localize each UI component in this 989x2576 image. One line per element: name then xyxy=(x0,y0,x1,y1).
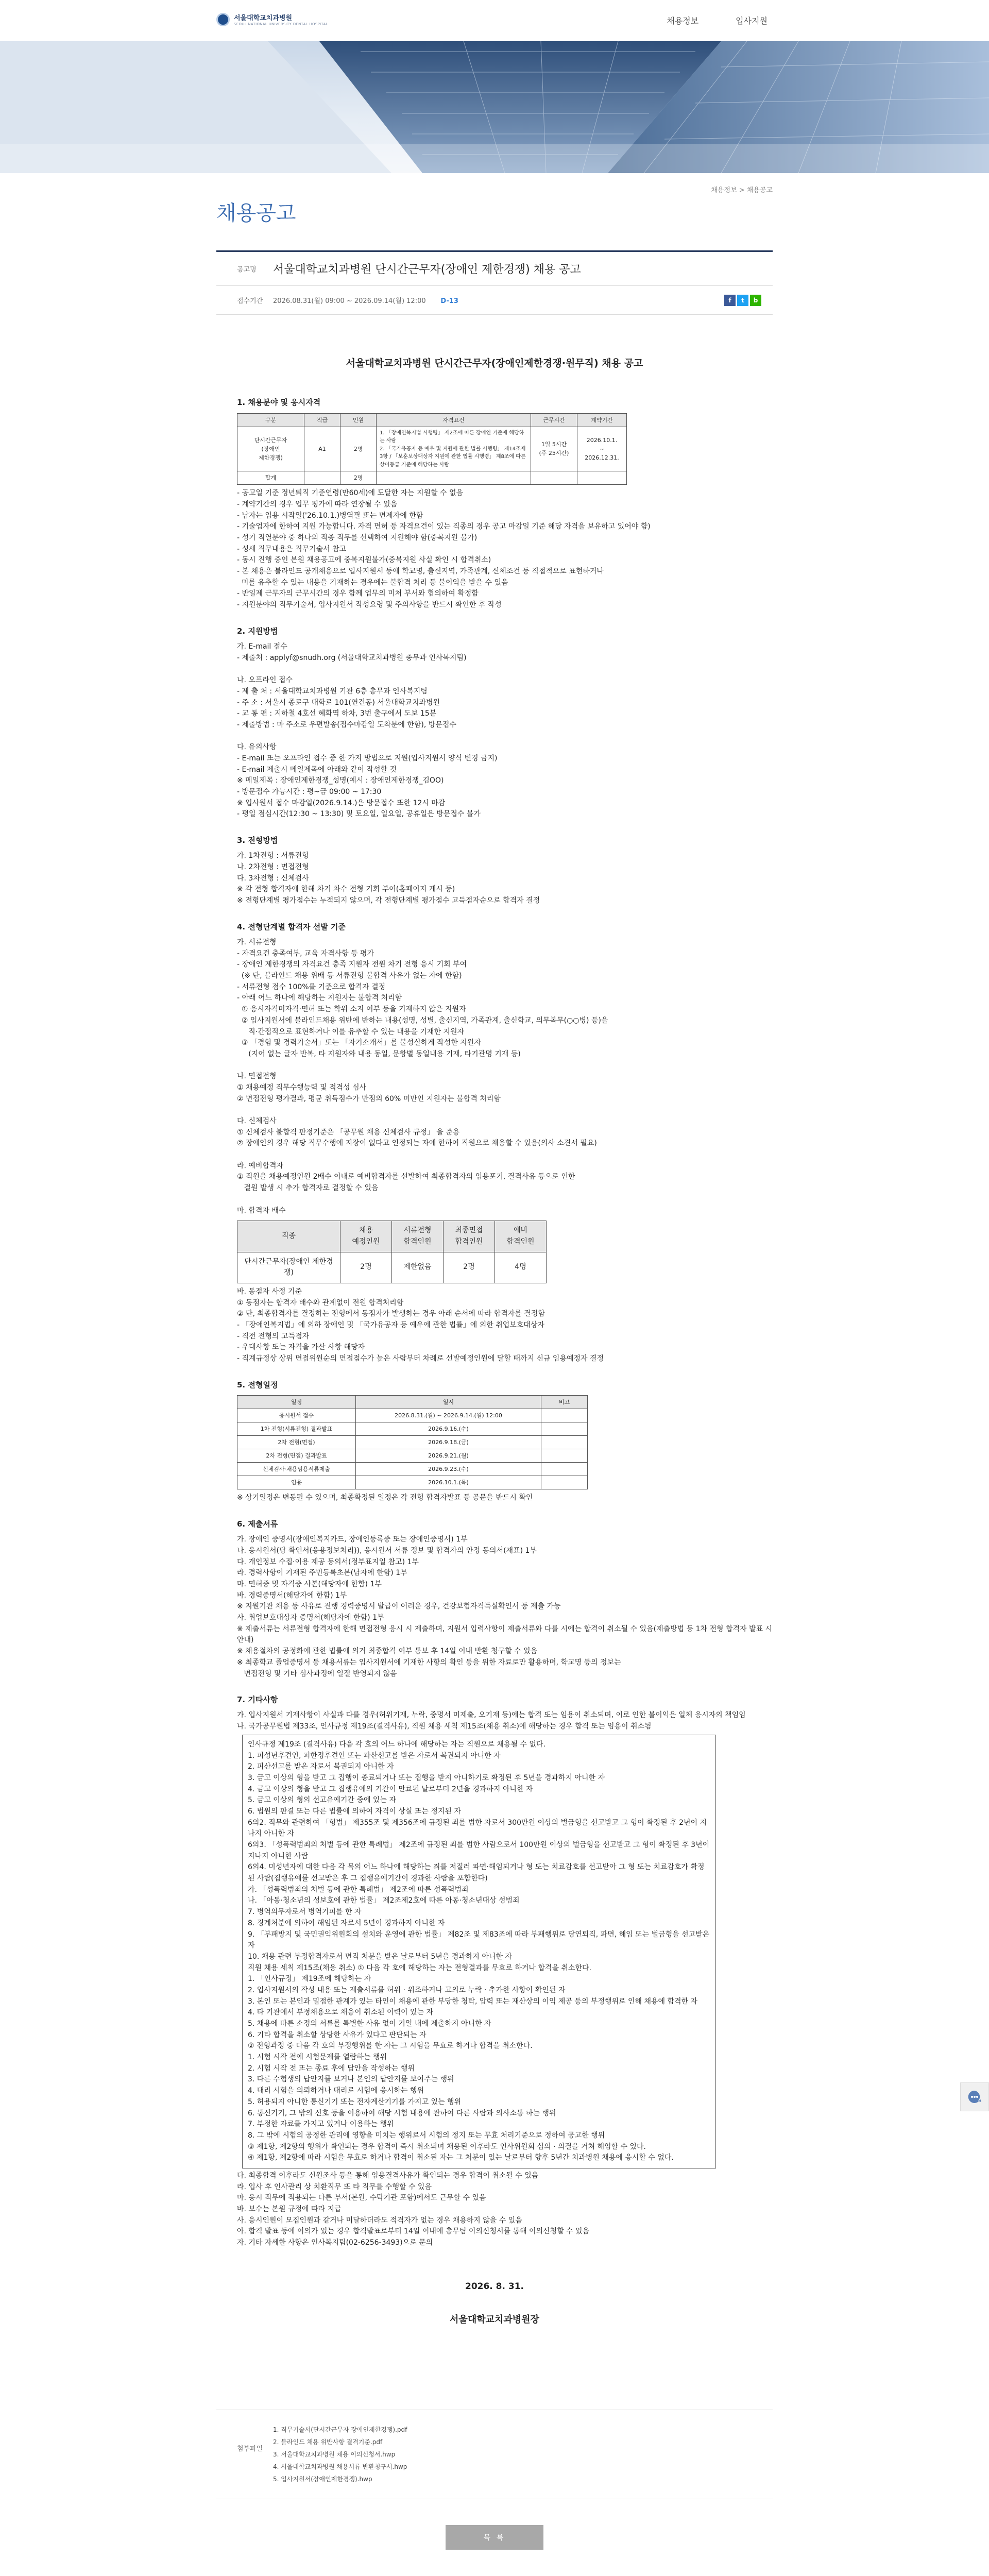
post-period-row xyxy=(216,286,773,315)
section-2-heading: 2. 지원방법 xyxy=(237,626,278,636)
text-line xyxy=(237,1105,773,1116)
text-line xyxy=(237,1194,773,1206)
text-line: ① 신체검사 불합격 판정기준은 「공무원 채용 신체검사 규정」 을 준용 xyxy=(237,1128,460,1137)
text-line: 미를 유추할 수 있는 내용을 기재하는 경우에는 불합격 처리 등 불이익을 받을 수 있음 xyxy=(237,578,508,587)
th-requirements: 자격요건 xyxy=(377,413,531,427)
th-type: 구분 xyxy=(237,413,304,427)
text-line: - 동시 진행 중인 본원 채용공고에 중복지원불가(중복지원 사실 확인 시 합격취소) xyxy=(237,556,491,565)
section-4-tiebreak xyxy=(237,1286,773,1365)
top-nav xyxy=(667,14,768,26)
post-title-row xyxy=(216,252,773,286)
text-line: - 성기 직열분야 중 하나의 직종 직무를 선택하여 지원해야 함(중복지원 불가) xyxy=(237,534,478,543)
text-line: 다. 개인정보 수집·이용 제공 동의서(정부표지일 참고) 1부 xyxy=(237,1557,419,1566)
text-line: (지어 없는 글자 반복, 타 지원자와 내용 동일, 문항별 동일내용 기재, 타기관명 기재 등) xyxy=(237,1049,521,1058)
text-line: - 제출처 : applyf@snudh.org (서울대학교치과병원 총무과 인사복지팀) xyxy=(237,653,467,662)
table-row: 1차 전형(서류전형) 결과발표 2026.9.16.(수) xyxy=(237,1422,588,1436)
page-title: 채용공고 xyxy=(216,201,296,225)
title-area xyxy=(216,173,773,250)
text-line: 면접전형 및 기타 심사과정에 일절 반영되지 않음 xyxy=(237,1669,397,1678)
text-line: ※ 최종학교 졸업증명서 등 채용서류는 입사지원서에 기재한 사항의 확인 등을 위한 자료로만 활용하며, 학교명 등의 정보는 xyxy=(237,1658,621,1667)
text-line: 나. 2차전형 : 면접전형 xyxy=(237,863,309,872)
nav-recruit-info[interactable]: 채용정보 xyxy=(667,16,699,26)
attachments-list xyxy=(273,2424,407,2485)
text-line: 결원 발생 시 추가 합격자로 결정할 수 있음 xyxy=(237,1184,379,1193)
text-line: - 본 채용은 블라인드 공개채용으로 입사지원서 등에 학교명, 출신지역, 가족관계, 신체조건 등 직접적으로 표현하거나 xyxy=(237,567,604,576)
text-line: 7. 부정한 자료를 가지고 있거나 이용하는 행위 xyxy=(248,2120,394,2129)
share-buttons xyxy=(724,295,761,306)
section-2-body xyxy=(237,641,773,820)
text-line: 다. 최종합격 이후라도 신원조사 등을 통해 임용결격사유가 확인되는 경우 합격이 취소될 수 있음 xyxy=(237,2171,539,2180)
text-line: 나. 응시원서(당 확인서(응용정보처리)), 응시원서 서류 정보 및 합격자의 안정 동의서(재표) 1부 xyxy=(237,1546,537,1555)
text-line: 2. 입사지원서의 작성 내용 또는 제출서류를 허위 · 위조하거나 고의로 누락 · 추가한 사항이 확인된 자 xyxy=(248,1986,566,1994)
th-count: 인원 xyxy=(340,413,377,427)
section-4-body xyxy=(237,937,773,1216)
table-total-row: 합계 2명 xyxy=(237,471,627,485)
text-line: 5. 허용되지 아니한 통신기기 또는 전자계산기기를 가지고 있는 행위 xyxy=(248,2097,462,2106)
attachment-file-link[interactable]: 1. 직무기술서(단시간근무자 장애인제한경쟁).pdf xyxy=(273,2426,407,2434)
facebook-share-icon[interactable]: f xyxy=(724,295,736,306)
text-line: ※ 채용절차의 공정화에 관한 법률에 의거 최종합격 여부 통보 후 14일 이내 반환 청구할 수 있음 xyxy=(237,1647,538,1656)
text-line: (※ 단, 블라인드 채용 위배 등 서류전형 불합격 사유가 없는 자에 한함) xyxy=(237,972,462,980)
period-key: 접수기간 xyxy=(237,297,263,305)
text-line: - 기술업자에 한하여 지원 가능합니다. 자격 면허 등 자격요건이 있는 직종의 경우 공고 마감일 기준 해당 자격을 보유하고 있어야 함) xyxy=(237,522,651,531)
text-line: ※ 입사원서 접수 마감일(2026.9.14.)은 방문접수 또한 12시 마감 xyxy=(237,799,446,807)
text-line: - 제출방법 : 마 주소로 우편발송(접수마감일 도착분에 한함), 방문접수 xyxy=(237,720,456,729)
text-line: ② 단, 최종합격자를 결정하는 전형에서 동점자가 발생하는 경우 아래 순서에 따라 합격자를 결정함 xyxy=(237,1310,545,1318)
text-line: 2. 시험 시작 전 또는 종료 후에 답안을 작성하는 행위 xyxy=(248,2064,415,2073)
text-line: ② 전형과정 중 다음 각 호의 부정행위를 한 자는 그 시험을 무효로 하거나 합격을 취소한다. xyxy=(248,2042,533,2050)
section-7-body xyxy=(237,1710,773,1732)
text-line: 마. 응시 직무에 적용되는 다른 부서(본원, 수탁기관 포함)에서도 근무할 수 있음 xyxy=(237,2194,486,2202)
text-line: 다. 신체검사 xyxy=(237,1117,277,1126)
text-line: 직원 채용 세칙 제15조(채용 취소) ① 다음 각 호에 해당하는 자는 전형결과를 무효로 하거나 합격을 취소한다. xyxy=(248,1963,591,1972)
text-line: 가. 「성폭력범죄의 처벌 등에 관한 특례법」 제2조에 따른 성폭력범죄 xyxy=(248,1885,469,1894)
text-line: 마. 합격자 배수 xyxy=(237,1206,286,1215)
text-line: ※ 각 전형 합격자에 한해 차기 차수 전형 기회 부여(홈페이지 게시 등) xyxy=(237,885,455,894)
text-line: 6. 법원의 판결 또는 다른 법률에 의하여 자격이 상실 또는 정지된 자 xyxy=(248,1807,461,1816)
text-line: - 직전 전형의 고득점자 xyxy=(237,1332,310,1341)
text-line xyxy=(237,664,773,675)
period-dates: 2026.08.31(월) 09:00 ~ 2026.09.14(월) 12:00 xyxy=(273,297,426,305)
text-line: - 서류전형 점수 100%를 기준으로 합격자 결정 xyxy=(237,982,386,991)
text-line: 라. 경력사항이 기재된 주민등록초본(남자에 한함) 1부 xyxy=(237,1569,407,1578)
text-line: - 장애인 제한경쟁의 자격요건 충족 지원자 전원 차기 전형 응시 기회 부여 xyxy=(237,960,467,969)
attachment-file-link[interactable]: 5. 입사지원서(장애인제한경쟁).hwp xyxy=(273,2476,372,2483)
announcement-org: 서울대학교치과병원장 xyxy=(450,2314,539,2326)
board-view xyxy=(216,250,773,2550)
twitter-share-icon[interactable]: t xyxy=(737,295,748,306)
attachments-key: 첨부파일 xyxy=(237,2445,263,2453)
table-row: 신체검사·채용임용서류제출 2026.9.23.(수) xyxy=(237,1463,588,1476)
table-row: 응시원서 접수 2026.8.31.(월) ~ 2026.9.14.(월) 12:00 xyxy=(237,1409,588,1422)
doc-title: 서울대학교치과병원 단시간근무자(장애인제한경쟁·원무직) 채용 공고 xyxy=(346,358,643,369)
text-line xyxy=(237,1060,773,1072)
hero-banner xyxy=(0,41,989,173)
text-line: - 주 소 : 서울시 종로구 대학로 101(연건동) 서울대학교치과병원 xyxy=(237,698,440,707)
text-line: 인사규정 제19조 (결격사유) 다음 각 호의 어느 하나에 해당하는 자는 직원으로 채용될 수 없다. xyxy=(248,1740,545,1749)
hospital-logo[interactable] xyxy=(216,12,328,26)
text-line: 8. 징계처분에 의하여 해임된 자로서 5년이 경과하지 아니한 자 xyxy=(248,1919,445,1927)
logo-name: 서울대학교치과병원 xyxy=(234,14,293,22)
text-line: ※ 제출서류는 서류전형 합격자에 한해 면접전형 응시 시 제출하며, 지원서 입력사항이 제출서류와 다를 시에는 합격이 취소될 수 있음(제출방법 등 1차 전형 합격자 발표 시 안내) xyxy=(237,1624,775,1645)
text-line: - E-mail 또는 오프라인 접수 중 한 가지 방법으로 지원(입사지원서 양식 변경 금지) xyxy=(237,754,498,762)
text-line: 10. 채용 관련 부정합격자로서 면직 처분을 받은 날로부터 5년을 경과하지 아니한 자 xyxy=(248,1952,512,1961)
section-7-additional xyxy=(237,2171,773,2249)
text-line: 1. 시험 시작 전에 시험문제를 열람하는 행위 xyxy=(248,2053,387,2062)
text-line: 라. 예비합격자 xyxy=(237,1161,284,1170)
section-6-heading: 6. 제출서류 xyxy=(237,1519,278,1529)
table-row: 2차 전형(면접) 결과발표 2026.9.21.(월) xyxy=(237,1449,588,1463)
section-3-body xyxy=(237,851,773,906)
text-line: 5. 금고 이상의 형의 선고유예기간 중에 있는 자 xyxy=(248,1796,396,1805)
section-5-heading: 5. 전형일정 xyxy=(237,1380,278,1389)
text-line xyxy=(237,1149,773,1161)
text-line: 직·간접적으로 표현하거나 이를 유추할 수 있는 내용을 기재한 지원자 xyxy=(237,1027,464,1036)
text-line: 6. 통신기기, 그 밖의 신호 등을 이용하여 해당 시험 내용에 관하여 다른 사람과 의사소통 하는 행위 xyxy=(248,2109,556,2117)
text-line: 나. 국가공무원법 제33조, 인사규정 제19조(결격사유), 직원 채용 세칙 제15조(채용 취소)에 해당하는 경우 합격 또는 임용이 취소됨 xyxy=(237,1722,652,1731)
text-line: 가. 입사지원서 기재사항이 사실과 다를 경우(허위기재, 누락, 중명서 미제출, 오기재 등)에는 합격 또는 임용이 취소되며, 이로 인한 불이익은 일체 응시자의 책임임 xyxy=(237,1711,746,1720)
text-line: 바. 보수는 본원 규정에 따라 지급 xyxy=(237,2205,342,2214)
text-line: 6의4. 미성년자에 대한 다음 각 목의 어느 하나에 해당하는 죄를 저질러 파면·해임되거나 형 또는 치료감호를 선고받아 그 형 또는 치료감호가 확정된 사람(집행유예를 선고받은 후 그 집행유예기간이 경과한 사람을 포함한다) xyxy=(248,1863,705,1883)
text-line: 8. 그 밖에 시험의 공정한 관리에 영향을 미치는 행위로서 시험의 정지 또는 무효 처리기준으로 정하여 공고한 행위 xyxy=(248,2131,605,2140)
text-line: ※ 전형단계별 평가점수는 누적되지 않으며, 각 전형단계별 평가점수 고득점자순으로 합격자 결정 xyxy=(237,896,540,905)
text-line: ① 채용예정 직무수행능력 및 적격성 심사 xyxy=(237,1083,367,1092)
text-line: 5. 채용에 따른 소정의 서류를 특별한 사유 없이 기일 내에 제출하지 아니한 자 xyxy=(248,2020,491,2028)
site-header xyxy=(0,0,989,41)
building-illustration xyxy=(0,41,989,173)
text-line: - 지원분야의 직무기술서, 입사지원서 작성요령 및 주의사항을 반드시 확인한 후 작성 xyxy=(237,601,502,609)
blog-share-icon[interactable]: b xyxy=(750,295,761,306)
text-line: - 교 통 편 : 지하철 4호선 혜화역 하차, 3번 출구에서 도보 15분 xyxy=(237,709,437,718)
text-line: 가. 서류전형 xyxy=(237,938,277,947)
text-line: 가. 장애인 증명서(장애인복지카드, 장애인등록증 또는 장애인증명서) 1부 xyxy=(237,1535,468,1544)
text-line: 나. 오프라인 접수 xyxy=(237,676,293,685)
text-line: 3. 본인 또는 본인과 밀접한 관계가 있는 타인이 채용에 관한 부당한 청탁, 압력 또는 재산상의 이익 제공 등의 부정행위로 인해 채용에 합격한 자 xyxy=(248,1997,698,2006)
text-line: 아. 합격 발표 등에 이의가 있는 경우 합격발표로부터 14일 이내에 총무팀 이의신청서를 통해 이의신청할 수 있음 xyxy=(237,2227,590,2236)
table-row: 단시간근무자(장애인 제한경쟁) 2명 제한없음 2명 4명 xyxy=(237,1252,547,1283)
text-line xyxy=(237,731,773,742)
text-line: 바. 동점자 사정 기준 xyxy=(237,1287,302,1296)
attachment-file-link[interactable]: 4. 서울대학교치과병원 채용서류 반환청구서.hwp xyxy=(273,2463,407,2471)
schedule-note: ※ 상기일정은 변동될 수 있으며, 최종확정된 일정은 각 전형 합격자발표 등 공문을 반드시 확인 xyxy=(237,1494,533,1502)
text-line: 바. 경력증명서(해당자에 한함) 1부 xyxy=(237,1591,347,1600)
text-line: 4. 금고 이상의 형을 받고 그 집행유예의 기간이 만료된 날로부터 2년을 경과하지 아니한 자 xyxy=(248,1785,533,1793)
text-line: 마. 면허증 및 자격증 사본(해당자에 한함) 1부 xyxy=(237,1580,382,1589)
section-3-heading: 3. 전형방법 xyxy=(237,836,278,845)
quota-table: 직종 채용 예정인원 서류전형 합격인원 최종면접 합격인원 예비 합격인원 단시간근무자(장애인 제한경쟁) 2명 제한없음 2명 4명 xyxy=(237,1221,547,1283)
text-line: - 계약기간의 경우 업무 평가에 따라 연장될 수 있음 xyxy=(237,500,398,509)
text-line: - 공고일 기준 정년퇴직 기준연령(만60세)에 도달한 자는 지원할 수 없음 xyxy=(237,489,463,498)
text-line: 1. 「인사규정」 제19조에 해당하는 자 xyxy=(248,1975,371,1984)
section-6-body xyxy=(237,1534,773,1680)
text-line: 나. 「아동·청소년의 성보호에 관한 법률」 제2조제2호에 따른 아동·청소년대상 성범죄 xyxy=(248,1896,520,1905)
nav-apply[interactable]: 입사지원 xyxy=(736,16,768,26)
th-hours: 근무시간 xyxy=(531,413,577,427)
text-line: ③ 「경험 및 경력기술서」또는 「자기소개서」를 불성실하게 작성한 지원자 xyxy=(237,1039,481,1047)
breadcrumb: 채용정보 > 채용공고 xyxy=(711,187,773,194)
text-line: 나. 면접전형 xyxy=(237,1072,277,1081)
text-line: - 남자는 입용 시작일('26.10.1.)병역필 또는 면제자에 한함 xyxy=(237,511,423,520)
text-line: ※ 지원기관 채용 등 사유로 진행 경력증명서 발급이 어려운 경우, 건강보험자격득실확인서 등 제출 가능 xyxy=(237,1602,561,1611)
text-line: ① 직원을 채용예정인원 2배수 이내로 예비합격자를 선발하여 최종합격자의 임용포기, 결격사유 등으로 인한 xyxy=(237,1173,575,1181)
text-line: - 제 출 처 : 서울대학교치과병원 기관 6층 총무과 인사복지팀 xyxy=(237,687,428,696)
post-title: 서울대학교치과병원 단시간근무자(장애인 제한경쟁) 채용 공고 xyxy=(273,263,581,276)
text-line: - 평일 점심시간(12:30 ~ 13:30) 및 토요일, 일요일, 공휴일은 방문접수 불가 xyxy=(237,810,481,819)
text-line: 6의3. 「성폭력범죄의 처벌 등에 관한 특례법」 제2조에 규정된 죄를 범한 사람으로서 100만원 이상의 벌금형을 선고받고 그 형이 확정된 후 3년이 지나지 아니한 사람 xyxy=(248,1841,712,1860)
text-line: 4. 대리 시험을 의뢰하거나 대리로 시험에 응시하는 행위 xyxy=(248,2087,424,2095)
text-line: 가. E-mail 접수 xyxy=(237,642,287,651)
table-row: 2차 전형(면접) 2026.9.18.(금) xyxy=(237,1436,588,1449)
section-7-heading: 7. 기타사항 xyxy=(237,1695,278,1705)
text-line: - 자격요건 충족여부, 교육 자격사항 등 평가 xyxy=(237,949,374,958)
text-line: 가. 1차전형 : 서류전형 xyxy=(237,852,309,860)
th-contract: 계약기간 xyxy=(577,413,627,427)
text-line: 다. 유의사항 xyxy=(237,743,277,752)
schedule-table: 일정 일시 비고 응시원서 접수 2026.8.31.(월) ~ 2026.9.14.(월) 12:00 1차 전형(서류전형) 결과발표 2026.9.16.(수) 2차 전형(면접) 2026.9.18.(금) 2차 전형(면접) 결과발표 2026.9.21.(월) 신체검사·채용임용서류제출 2026.9.23.(수) 임용 2026.10.1.(목) xyxy=(237,1395,588,1489)
logo-subtitle: SEOUL NATIONAL UNIVERSITY DENTAL HOSPITAL xyxy=(234,22,328,26)
text-line: ① 동점자는 합격자 배수와 관계없이 전원 합격처리함 xyxy=(237,1298,404,1307)
attachments-row xyxy=(216,2410,773,2499)
logo-emblem-icon xyxy=(216,13,230,26)
text-line: 4. 타 기관에서 부정채용으로 채용이 취소된 이력이 있는 자 xyxy=(248,2008,434,2017)
text-line: ※ 메일제목 : 장애인제한경쟁_성명(예시 : 장애인제한경쟁_김OO) xyxy=(237,776,444,785)
text-line: 자. 기타 자세한 사항은 인사복지팀(02-6256-3493)으로 문의 xyxy=(237,2239,433,2247)
text-line: 3. 다른 수험생의 답안지를 보거나 본인의 답안지를 보여주는 행위 xyxy=(248,2075,454,2084)
list-button[interactable]: 목 록 xyxy=(446,2525,543,2550)
text-line: ④ 제1항, 제2항에 따라 시험을 무효로 하거나 합격이 취소된 자는 그 처분이 있는 날로부터 향후 5년간 치과병원 채용에 응시할 수 없다. xyxy=(248,2154,674,2162)
text-line: 7. 병역의무자로서 병역기피를 한 자 xyxy=(248,1908,362,1917)
positions-table xyxy=(237,413,627,485)
section-1-heading: 1. 채용분야 및 응시자격 xyxy=(237,398,321,408)
text-line: - 「장애인복지법」에 의하 장애인 및 「국가유공자 등 예우에 관한 법률」에 의한 취업보호대상자 xyxy=(237,1321,544,1330)
text-line: - 반일제 근무자의 근무시간의 경우 함께 업무의 미처 부서와 협의하여 확정함 xyxy=(237,589,479,598)
text-line: - 방문접수 가능시간 : 평~금 09:00 ~ 17:30 xyxy=(237,788,382,796)
text-line: - 아래 어느 하나에 해당하는 지원자는 불합격 처리함 xyxy=(237,994,402,1003)
text-line: ① 응시자격미자격·면허 또는 학위 소지 여부 등을 기재하지 않은 지원자 xyxy=(237,1005,466,1014)
text-line: - 성세 직무내용은 직무기술서 참고 xyxy=(237,545,347,553)
table-row: 단시간근무자 (장애인 제한경쟁) A1 2명 1. 「장애인복지법 시행령」 제2조에 따른 장애인 기준에 해당하는 사람 2. 「국가유공자 등 예우 및 지원에 관한 법률 시행령」 제14조제3항 / 「보훈보상대상자 지원에 관한 법률 시행령」 제8조에 따른 상이등급 기준에 해당하는 사람 1일 5시간 (주 25시간) 2026.10.1. ~ 2026.12.31. xyxy=(237,427,627,471)
text-line: 6. 기타 합격을 취소할 상당한 사유가 있다고 판단되는 자 xyxy=(248,2030,427,2039)
text-line: 3. 금고 이상의 형을 받고 그 집행이 종료되거나 또는 집행을 받지 아니하기로 확정된 후 5년을 경과하지 아니한 자 xyxy=(248,1773,605,1782)
text-line: 사. 응시인원이 모집인원과 같거나 미달하더라도 적격자가 없는 경우 채용하지 않을 수 있음 xyxy=(237,2216,522,2225)
post-title-key: 공고명 xyxy=(237,266,257,274)
post-content xyxy=(216,315,773,2327)
text-line: ② 장애인의 경우 해당 직무수행에 지장이 없다고 인정되는 자에 한하여 직원으로 채용할 수 있음(의사 소견서 필요) xyxy=(237,1139,597,1148)
attachment-file-link[interactable]: 2. 블라인드 채용 위반사항 결격기준.pdf xyxy=(273,2438,383,2446)
text-line: ③ 제1항, 제2항의 행위가 확인되는 경우 합격이 즉시 취소되며 채용된 이후라도 인사위원회 심의 · 의결을 거쳐 해임할 수 있다. xyxy=(248,2142,646,2151)
text-line: - E-mail 제출시 메일제목에 아래와 같이 작성할 것 xyxy=(237,765,397,774)
table-row: 임용 2026.10.1.(목) xyxy=(237,1476,588,1489)
text-line: 2. 피산선고를 받은 자로서 복권되지 아니한 자 xyxy=(248,1762,394,1771)
text-line: ② 면접전형 평가결과, 평균 취득점수가 만점의 60% 미만인 지원자는 불합격 처리함 xyxy=(237,1094,501,1103)
text-line: - 우대사항 또는 자격을 가산 사항 해당자 xyxy=(237,1343,365,1352)
text-line: 라. 입사 후 인사관리 상 치환직무 또 타 직무를 수행할 수 있음 xyxy=(237,2182,432,2191)
disqualification-box xyxy=(242,1735,716,2168)
dday-badge: D-13 xyxy=(440,297,458,305)
announcement-date: 2026. 8. 31. xyxy=(465,2281,524,2292)
text-line: 9. 「부패방지 및 국민권익위원회의 설치와 운영에 관한 법률」 제82조 및 제83조에 따라 부패행위로 당연퇴직, 파면, 해임 또는 벌금형을 선고받은 자 xyxy=(248,1930,712,1950)
text-line: 6의2. 직무와 관련하여 「형법」 제355조 및 제356조에 규정된 죄를 범한 자로서 300만원 이상의 벌금형을 선고받고 그 형이 확정된 후 2년이 지나지 아니한 자 xyxy=(248,1818,707,1838)
section-4-heading: 4. 전형단계별 합격자 선발 기준 xyxy=(237,922,346,931)
chat-widget-icon[interactable] xyxy=(960,2082,989,2111)
attachment-file-link[interactable]: 3. 서울대학교치과병원 채용 이의신청서.hwp xyxy=(273,2451,396,2459)
text-line: 1. 피성년후견인, 피한정후견인 또는 파산선고를 받은 자로서 복권되지 아니한 자 xyxy=(248,1751,501,1760)
th-grade: 직급 xyxy=(304,413,340,427)
text-line: 다. 3차전형 : 신체검사 xyxy=(237,874,309,883)
section-1-notes xyxy=(237,488,773,611)
text-line: - 직계규정상 상위 면접위원순의 면접점수가 높은 사람부터 차례로 선발예정인원에 달할 때까지 신규 임용예정자 결정 xyxy=(237,1354,604,1363)
text-line: 사. 취업보호대상자 증명서(해당자에 한함) 1부 xyxy=(237,1614,384,1622)
text-line: ② 입사지원서에 블라인드채용 위반에 반하는 내용(성명, 성별, 출신지역, 가족관계, 출신학교, 의무복무(○○병) 등)을 xyxy=(237,1016,608,1025)
